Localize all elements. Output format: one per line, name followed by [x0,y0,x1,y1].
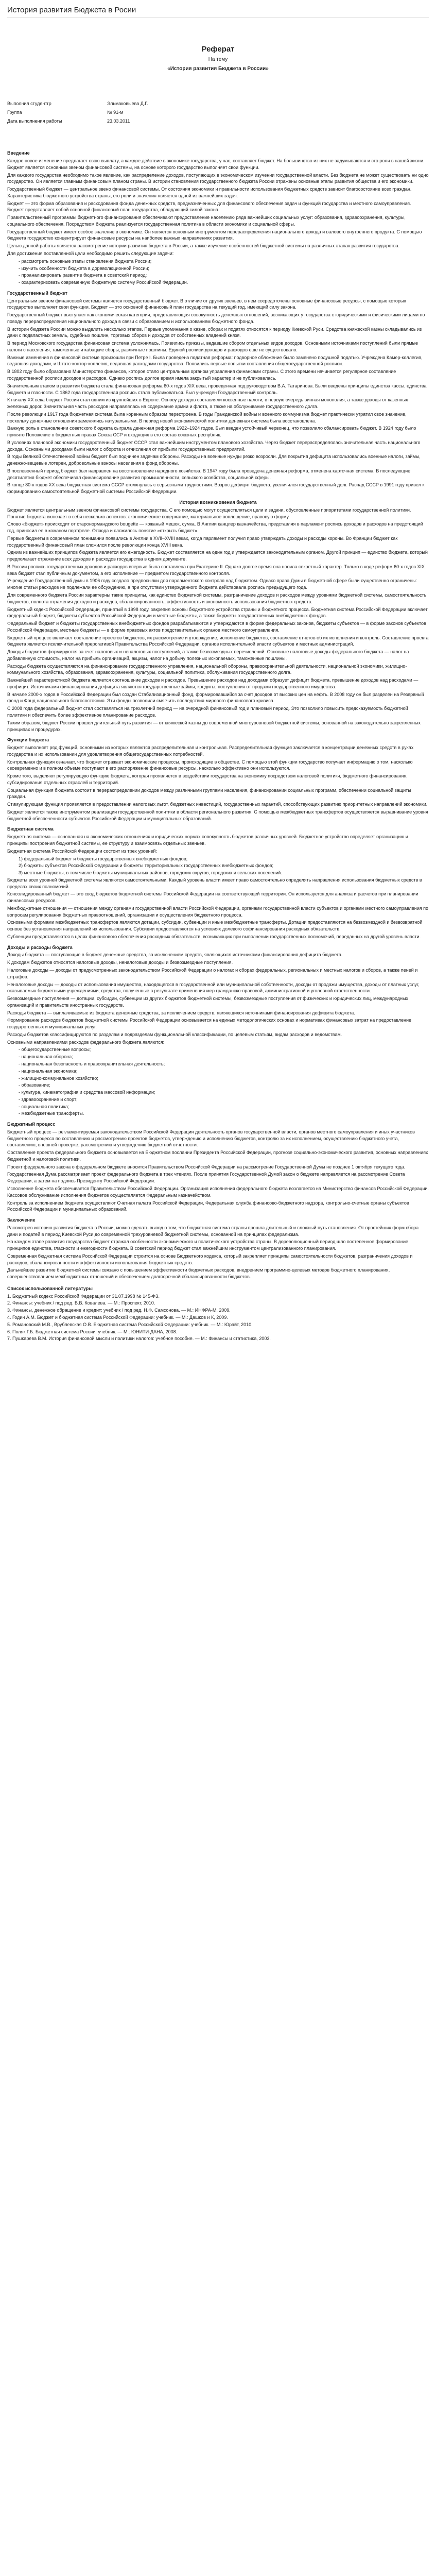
paragraph: К доходам бюджетов относятся налоговые доходы, неналоговые доходы и безвозмездные поступления. [7,960,233,965]
paragraph: Бюджет — это форма образования и расходования фонда денежных средств, предназначенных для финансового обеспечения задач и функций государства и местного самоуправления. Бюджет представляет собой основной финансовый план государства, обладающий силой закона. [7,200,411,213]
paragraph: Дальнейшее развитие бюджетной системы связано с повышением эффективности бюджетных расходов, внедрением программно-целевых методов бюджетного планирования, совершенствованием межбюджетных отношений и обеспечением долгосрочной сбалансированности бюджетов. [7,1267,390,1280]
paragraph: В послевоенный период бюджет был направлен на восстановление народного хозяйства. В 1947 году была проведена денежная реформа, отменена карточная система. В последующие десятилетия бюджет обеспечивал финансирование развития промышленности, сельского хозяйства, социальной сферы. [7,468,411,480]
paragraph: Основными формами межбюджетных трансфертов являются дотации, субсидии, субвенции и иные межбюджетные трансферты. Дотации предоставляются на безвозмездной и безвозвратной основе без установления направлений их использования. Субсидии предоставляются на условиях долевого софинансирования расходных обязательств. [7,920,423,932]
paragraph: Для каждого государства необходимо такое явление, как распределение доходов, поступающих в экономическом изучении государственной власти. Без бюджета не может существовать ни одно государство. Он является главным финансовым планом страны. В истории становления государственного бюджета России отражены основные этапы развития общества и его экономики. [7,172,429,184]
meta-label: Выполнил студентгр [7,100,51,106]
section [7,826,429,940]
meta-row [7,99,182,108]
paragraph: Целью данной работы является рассмотрение истории развития бюджета в России, а также изучение особенностей бюджетной системы на различных этапах развития государства. [7,243,400,249]
list-item: - проанализировать развитие бюджета в советский период; [19,273,147,278]
literature-item: 1. Бюджетный кодекс Российской Федерации от 31.07.1998 № 145-ФЗ. [7,1293,160,1299]
paragraph: Бюджет является центральным звеном финансовой системы государства. С его помощью могут осуществляться цели и задачи, обусловленные приоритетами государственной политики. Понятие бюджета включает в себя несколько аспектов: экономическое содержание, материальное воплощение, правовую форму. [7,507,411,519]
literature-item: 5. Романовский М.В., Врублевская О.В. Бюджетная система Российской Федерации: учебник. — М.: Юрайт, 2010. [7,1321,253,1327]
paragraph: Основными направлениями расходов федерального бюджета являются: [7,1039,165,1045]
section-heading: История возникновения бюджета [179,500,257,505]
paragraph: Кроме того, выделяют регулирующую функцию бюджета, которая проявляется в воздействии государства на экономику посредством налоговой политики, бюджетного финансирования, субсидирования отдельных отраслей и территорий. [7,773,408,785]
document-body [7,150,429,1280]
paragraph: Одним из важнейших принципов бюджета является его ежегодность. Бюджет составляется на один год и утверждается законодательным органом. Другой принцип — единство бюджета, который предполагает отражение всех доходов и расходов государства в одном документе. [7,550,428,562]
literature-item: 4. Годин А.М. Бюджет и бюджетная система Российской Федерации: учебник. — М.: Дашков и К, 2009. [7,1315,228,1320]
paragraph: Контроль за исполнением бюджета осуществляют Счетная палата Российской Федерации, Федеральная служба финансово-бюджетного надзора, контрольно-счетные органы субъектов Российской Федерации и муниципальных образований. [7,1200,409,1212]
paragraph: Расходы бюджета — выплачиваемые из бюджета денежные средства, за исключением средств, являющихся источниками финансирования дефицита бюджета. [7,1010,355,1015]
meta-row [7,108,182,117]
paragraph: Налоговые доходы — доходы от предусмотренных законодательством Российской Федерации о налогах и сборах федеральных, региональных и местных налогов и сборов, а также пеней и штрафов. [7,968,418,979]
paragraph: Исполнение бюджета обеспечивается Правительством Российской Федерации. Организация исполнения федерального бюджета возлагается на Министерство финансов Российской Федерации. Кассовое обслуживание исполнения бюджетов осуществляется Федеральным казначейством. [7,1185,429,1198]
literature-item: 3. Финансы, денежное обращение и кредит: учебник / под ред. Н.Ф. Самсонова. — М.: ИНФРА-М, 2009. [7,1308,231,1313]
list-item: - здравоохранение и спорт; [19,1096,78,1102]
paragraph: Контрольная функция означает, что бюджет отражает экономические процессы, происходящие в обществе. С помощью этой функции государство получает информацию о том, насколько своевременно и в полном объеме поступают в его распоряжение финансовые ресурсы, насколько эффективно они используются. [7,759,413,771]
paragraph: Государственный бюджет — центральное звено финансовой системы. От состояния экономики и правильности использования бюджетных средств зависит благосостояние всех граждан. Характеристика бюджетного устройства страны, его роли и значения является одной из важнейших задач. [7,187,412,198]
cover-theme: «История развития Бюджета в России» [167,65,269,72]
paragraph: Расходы бюджетов классифицируются по разделам и подразделам функциональной классификации, по целевым статьям, видам расходов и ведомствам. [7,1031,342,1037]
paragraph: Бюджетная система Российской Федерации состоит из трех уровней: [7,848,158,854]
paragraph: Государственный бюджет имеет особое значение в экономике. Он является основным инструментом перераспределения национального дохода и валового внутреннего продукта. С помощью бюджета государство концентрирует финансовые ресурсы на наиболее важных направлениях развития. [7,229,422,241]
list-item: - изучить особенности бюджета в дореволюционной России; [19,265,149,271]
list-item: - национальная оборона; [19,1054,73,1060]
paragraph: Важнейшей характеристикой бюджета является соотношение доходов и расходов. Превышение расходов над доходами образует дефицит бюджета, превышение доходов над расходами — профицит. Источниками финансирования дефицита являются государственные займы, кредиты, поступления от продажи государственного имущества. [7,677,418,689]
paragraph: Бюджеты всех уровней бюджетной системы являются самостоятельными. Каждый уровень власти имеет право самостоятельно определять направления использования бюджетных средств в пределах своих полномочий. [7,877,422,889]
paragraph: Рассмотрев историю развития бюджета в России, можно сделать вывод о том, что бюджетная система страны прошла длительный и сложный путь становления. От простейших форм сбора дани и податей в период Киевской Руси до современной трехуровневой бюджетной системы, основанной на принципах федерализма. [7,1225,419,1237]
paragraph: В России роспись государственных доходов и расходов впервые была составлена при Екатерине II. Однако долгое время она носила секретный характер. Только в ходе реформ 60-х годов XIX века бюджет стал публичным документом, а его исполнение — предметом государственного контроля. [7,564,425,576]
section-heading: Бюджетный процесс [7,1122,56,1127]
paragraph: После революции 1917 года бюджетная система была коренным образом перестроена. В годы Гражданской войны и военного коммунизма бюджет практически утратил свое значение, поскольку денежные отношения заменялись натуральными. В период новой экономической политики денежная система была восстановлена. [7,411,407,423]
paragraph: Важную роль в становлении советского бюджета сыграла денежная реформа 1922–1924 годов. Был введен устойчивый червонец, что позволило сбалансировать бюджет. В 1924 году было принято Положение о бюджетных правах Союза ССР и входящих в его состав союзных республик. [7,426,416,438]
literature-item: 6. Поляк Г.Б. Бюджетная система России: учебник. — М.: ЮНИТИ-ДАНА, 2008. [7,1329,178,1334]
list-item: - социальная политика; [19,1104,69,1109]
section [7,150,429,286]
paragraph: Бюджет выполняет ряд функций, основными из которых являются распределительная и контрольная. Распределительная функция заключается в концентрации денежных средств в руках государства и их использовании для удовлетворения общегосударственных потребностей. [7,745,414,757]
meta-table [7,99,182,125]
document-title: История развития Бюджета в Росии [7,0,429,18]
paragraph: Безвозмездные поступления — дотации, субсидии, субвенции из других бюджетов бюджетной системы, безвозмездные поступления от физических и юридических лиц, международных организаций и правительств иностранных государств. [7,996,408,1008]
paragraph: Таким образом, бюджет России прошел длительный путь развития — от княжеской казны до современной многоуровневой бюджетной системы, основанной на законодательно закрепленных принципах и процедурах. [7,720,421,732]
paragraph: Неналоговые доходы — доходы от использования имущества, находящегося в государственной или муниципальной собственности, доходы от продажи имущества, доходы от платных услуг, оказываемых бюджетными учреждениями, средства, полученные в результате применения мер гражданско-правовой, административной и уголовной ответственности. [7,981,420,994]
paragraph: Для достижения поставленной цели необходимо решить следующие задачи: [7,250,174,256]
meta-label: Дата выполнения работы [7,118,62,124]
section [7,737,429,822]
paragraph: Бюджетная система — основанная на экономических отношениях и юридических нормах совокупность бюджетов различных уровней. Бюджетное устройство определяет организацию и принципы построения бюджетной системы, ее структуру и взаимосвязь отдельных звеньев. [7,834,408,846]
section [7,290,429,495]
list-item: - рассмотреть основные этапы становления бюджета России; [19,258,152,264]
paragraph: В период Московского государства финансовая система усложнилась. Появились приказы, ведавшие сбором отдельных видов доходов. Основными источниками поступлений были прямые налоги с населения, таможенные и кабацкие сборы, различные пошлины. Единой росписи доходов и расходов еще не существовало. [7,341,418,352]
paragraph: Расходы бюджета осуществляются на финансирование государственного управления, национальной обороны, правоохранительной деятельности, национальной экономики, жилищно-коммунального хозяйства, образования, здравоохранения, культуры, социальной политики, обслуживания государственного долга. [7,663,407,675]
section-heading: Доходы и расходы бюджета [7,944,73,950]
list-item: - жилищно-коммунальное хозяйство; [19,1075,98,1081]
literature-item: 2. Финансы: учебник / под ред. В.В. Ковалева. — М.: Проспект, 2010. [7,1300,155,1306]
meta-value: Эльмаковыева Д.Г. [107,100,148,106]
paragraph: Первые бюджеты в современном понимании появились в Англии в XVII–XVIII веках, когда парламент получил право утверждать доходы и расходы короны. Во Франции бюджет как государственный финансовый план сложился после революции конца XVIII века. [7,535,398,548]
literature-list [7,1293,429,1342]
section-heading: Функции бюджета [7,737,49,743]
paragraph: Бюджетный процесс — регламентируемая законодательством Российской Федерации деятельность органов государственной власти, органов местного самоуправления и иных участников бюджетного процесса по составлению и рассмотрению проектов бюджетов, утверждению и исполнению бюджетов, контролю за их исполнением, осуществлению бюджетного учета, составлению, внешней проверке, рассмотрению и утверждению бюджетной отчетности. [7,1129,415,1148]
paragraph: Проект федерального закона о федеральном бюджете вносится Правительством Российской Федерации на рассмотрение Государственной Думы не позднее 1 октября текущего года. [7,1164,406,1170]
paragraph: Формирование расходов бюджетов бюджетной системы Российской Федерации основывается на единых методологических основах и нормативах финансовых затрат на предоставление государственных и муниципальных услуг. [7,1018,412,1030]
paragraph: Правительственный программы бюджетного финансирования обеспечивают предоставление населению ряда важнейших социальных услуг: образования, здравоохранения, культуры, социального обеспечения. Посредством бюджета реализуется государственная политика в области экономики и социальной сферы. [7,215,406,227]
paragraph: С 2008 года федеральный бюджет стал составляться на трехлетний период — на очередной финансовый год и плановый период. Это позволило повысить предсказуемость бюджетной политики и обеспечить более эффективное планирование расходов. [7,706,408,718]
paragraph: К началу XX века бюджет России стал одним из крупнейших в Европе. Основу доходов составляли косвенные налоги, в первую очередь винная монополия, а также доходы от казенных железных дорог. Значительная часть расходов направлялась на содержание армии и флота, а также на обслуживание государственного долга. [7,397,408,410]
section [7,1121,429,1213]
paragraph: Субвенции предоставляются в целях финансового обеспечения расходных обязательств, возникающих при выполнении государственных полномочий, переданных на другой уровень власти. [7,934,421,939]
paragraph: Консолидированный бюджет — это свод бюджетов бюджетной системы Российской Федерации на соответствующей территории. Он используется для анализа и расчетов при планировании финансовых ресурсов. [7,891,418,904]
section-heading: Заключение [7,1217,36,1223]
paragraph: Современная бюджетная система Российской Федерации строится на основе Бюджетного кодекса, который закрепляет принципы самостоятельности бюджетов, разграничения доходов и расходов, сбалансированности и эффективности использования бюджетных средств. [7,1253,413,1265]
paragraph: Федеральный бюджет и бюджеты государственных внебюджетных фондов разрабатываются и утверждаются в форме федеральных законов, бюджеты субъектов — в форме законов субъектов Российской Федерации, местные бюджеты — в форме правовых актов представительных органов местного самоуправления. [7,621,426,633]
paragraph: В условиях плановой экономики государственный бюджет СССР стал важнейшим инструментом планового хозяйства. Через бюджет перераспределялась значительная часть национального дохода. Основными доходами были налог с оборота и отчисления от прибыли государственных предприятий. [7,439,421,452]
list-item: 2) бюджеты субъектов Российской Федерации и бюджеты территориальных государственных внебюджетных фондов; [19,863,273,869]
paragraph: В начале 2000-х годов в Российской Федерации был создан Стабилизационный фонд, формировавшийся за счет доходов от высоких цен на нефть. В 2008 году он был разделен на Резервный фонд и Фонд национального благосостояния. Эти фонды позволили смягчить последствия мирового финансового кризиса. [7,691,424,704]
list-item: - охарактеризовать современную бюджетную систему Российской Федерации. [19,280,188,285]
meta-value: 23.03.2011 [107,118,130,124]
paragraph: Стимулирующая функция проявляется в предоставлении налоговых льгот, бюджетных инвестиций, государственных гарантий, способствующих развитию приоритетных направлений экономики. [7,802,428,807]
section [7,499,429,733]
paragraph: Значительным этапом в развитии бюджета стала финансовая реформа 60-х годов XIX века, проведенная под руководством В.А. Татаринова. Были введены принципы единства кассы, единства бюджета и гласности. С 1862 года государственная роспись стала публиковаться. Был учрежден Государственный контроль. [7,383,427,395]
paragraph: На каждом этапе развития государства бюджет отражал особенности экономического и политического устройства страны. В дореволюционный период шло постепенное формирование принципов единства, гласности и ежегодности бюджета. В советский период бюджет стал важнейшим инструментом централизованного планирования. [7,1239,408,1251]
section-heading: Введение [7,150,30,156]
cover-subject-prefix: На тему [208,56,228,62]
section-heading: Государственный бюджет [7,290,67,296]
paragraph: Важные изменения в финансовой системе произошли при Петре I. Была проведена податная реформа: подворное обложение было заменено подушной податью. Учреждена Камер-коллегия, ведавшая доходами, и Штатс-контор-коллегия, ведавшая расходами государства. Появились первые попытки составления общегосударственной росписи. [7,354,423,367]
paragraph: Центральным звеном финансовой системы является государственный бюджет. В отличие от других звеньев, в нем сосредоточены основные финансовые ресурсы, с помощью которых государство выполняет свои функции. Бюджет — это основной финансовый план государства на текущий год, имеющий силу закона. [7,298,406,310]
list-item: - образование; [19,1082,50,1088]
list-item: - общегосударственные вопросы; [19,1047,91,1053]
document-page [7,0,429,2576]
paragraph: В годы Великой Отечественной войны бюджет был подчинен задачам обороны. Расходы на военные нужды резко возросли. Для покрытия дефицита использовались военные налоги, займы, денежно-вещевые лотереи, добровольные взносы населения в фонд обороны. [7,454,421,466]
meta-value: № 91-м [107,109,124,115]
paragraph: Бюджетный кодекс Российской Федерации, принятый в 1998 году, закрепил основы бюджетного устройства страны и бюджетного процесса. Бюджетная система Российской Федерации включает федеральный бюджет, бюджеты субъектов Российской Федерации и местные бюджеты, а также бюджеты государственных внебюджетных фондов. [7,606,428,619]
paragraph: Для современного бюджета России характерны такие принципы, как единство бюджетной системы, разграничение доходов и расходов между уровнями бюджетной системы, самостоятельность бюджетов, полнота отражения доходов и расходов, сбалансированность, эффективность и экономность использования бюджетных средств. [7,592,427,604]
paragraph: В конце 80-х годов XX века бюджетная система СССР столкнулась с серьезными трудностями. Возрос дефицит бюджета, увеличился государственный долг. Распад СССР в 1991 году привел к формированию самостоятельной бюджетной системы Российской Федерации. [7,482,425,495]
paragraph: Межбюджетные отношения — отношения между органами государственной власти Российской Федерации, органами государственной власти субъектов и органами местного самоуправления по вопросам регулирования бюджетных правоотношений, организации и осуществления бюджетного процесса. [7,905,429,918]
paragraph: Государственная Дума рассматривает проект федерального бюджета в трех чтениях. После принятия Государственной Думой закон о бюджете направляется на рассмотрение Совета Федерации, а затем на подпись Президенту Российской Федерации. [7,1172,405,1184]
cover-genre: Реферат [201,45,235,54]
paragraph: Составление проекта федерального бюджета основывается на Бюджетном послании Президента Российской Федерации, прогнозе социально-экономического развития, основных направлениях бюджетной и налоговой политики. [7,1150,428,1162]
list-item: 1) федеральный бюджет и бюджеты государственных внебюджетных фондов; [19,856,188,861]
paragraph: В истории бюджета России можно выделить несколько этапов. Первые упоминания о казне, сборах и податях относятся к периоду Киевской Руси. Средства княжеской казны складывались из дани с подвластных земель, судебных пошлин, торговых сборов и доходов от собственных владений князя. [7,326,422,338]
list-item: - национальная безопасность и правоохранительная деятельность; [19,1061,165,1066]
meta-row [7,117,182,126]
section-heading: Бюджетная система [7,826,54,832]
cover-block [7,44,429,73]
list-item: 3) местные бюджеты, в том числе бюджеты муниципальных районов, городских округов, городских и сельских поселений. [19,870,282,876]
paragraph: Каждое новое изменение предлагает свою выплату, а каждое действие в экономике государства, у нас, составляет бюджет. На большинство из них не задумываются и это роли в нашей жизни. Бюджет является основным звеном финансовой системы, на основе которого государство выполняет свои функции. [7,158,425,170]
literature-item: 7. Пушкарева В.М. История финансовой мысли и политики налогов: учебное пособие. — М.: Финансы и статистика, 2003. [7,1336,271,1342]
list-item: - национальная экономика; [19,1068,78,1074]
paragraph: Доходы бюджетов формируются за счет налоговых и неналоговых поступлений, а также безвозмездных перечислений. Основные налоговые доходы федерального бюджета — налог на добавленную стоимость, налог на прибыль организаций, акцизы, налог на добычу полезных ископаемых, таможенные пошлины. [7,649,409,661]
section [7,1217,429,1280]
list-item: - культура, кинематография и средства массовой информации; [19,1090,155,1095]
paragraph: Учреждение Государственной думы в 1906 году создало предпосылки для парламентского контроля над бюджетом. Однако права Думы в бюджетной сфере были существенно ограничены: многие статьи расходов не подлежали ее обсуждению, а при отсутствии утвержденного бюджета действовала роспись предыдущего года. [7,578,417,590]
literature-heading: Список использованной литературы [7,1285,93,1291]
paragraph: В 1802 году было образовано Министерство финансов, которое стало центральным органом управления финансами страны. С этого времени начинается регулярное составление государственной росписи доходов и расходов. Однако роспись долгое время имела закрытый характер и не публиковалась. [7,369,396,381]
paragraph: Социальная функция бюджета состоит в перераспределении доходов между различными группами населения, финансировании социальных программ, обеспечении социальной защиты граждан. [7,787,411,800]
paragraph: Доходы бюджета — поступающие в бюджет денежные средства, за исключением средств, являющихся источниками финансирования дефицита бюджета. [7,952,343,958]
paragraph: Бюджетный процесс включает составление проектов бюджетов, их рассмотрение и утверждение, исполнение бюджетов, составление отчетов об их исполнении и контроль. Составление проекта бюджета является исключительной прерогативой Правительства Российской Федерации, органов исполнительной власти субъектов и местных администраций. [7,635,429,647]
paragraph: Бюджет является также инструментом реализации государственной политики в области регионального развития. С помощью межбюджетных трансфертов осуществляется выравнивание уровня бюджетной обеспеченности субъектов Российской Федерации и муниципальных образований. [7,809,428,821]
list-item: - межбюджетные трансферты. [19,1111,84,1116]
meta-label: Группа [7,109,22,115]
paragraph: Слово «бюджет» происходит от старонормандского bougette — кожаный мешок, сумка. В Англии канцлер казначейства, представляя в парламент роспись доходов и расходов на предстоящий год, приносил ее в кожаном портфеле. Отсюда и сложилось понятие «открыть бюджет». [7,521,423,534]
paragraph: Государственный бюджет выступает как экономическая категория, представляющая совокупность денежных отношений, возникающих у государства с юридическими и физическими лицами по поводу перераспределения национального дохода в связи с образованием и использованием бюджетного фонда. [7,312,425,324]
section [7,944,429,1117]
